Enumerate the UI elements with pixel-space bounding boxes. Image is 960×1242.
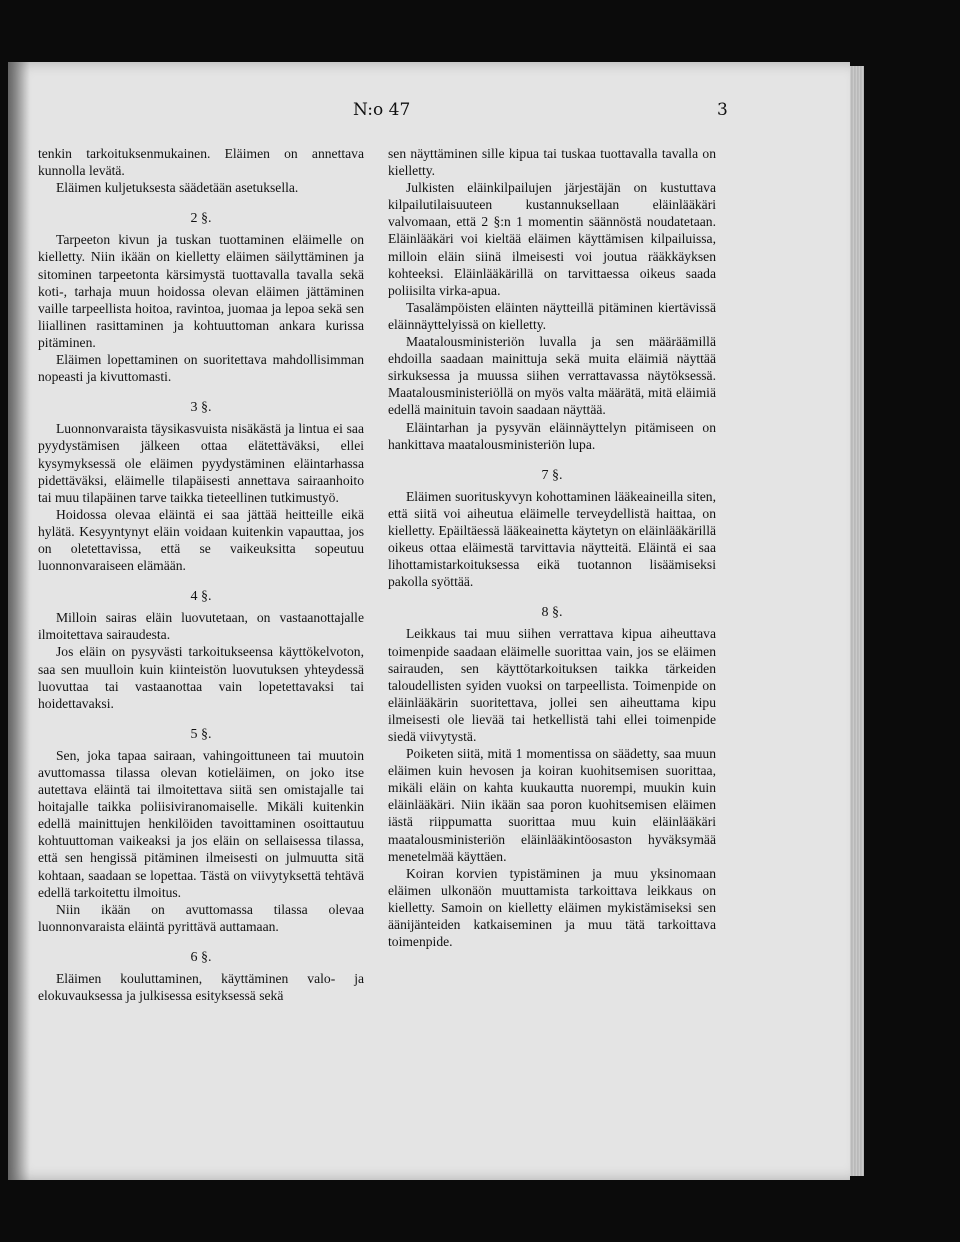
- right-column: [388, 145, 716, 950]
- paragraph: Eläimen kouluttaminen, käyttäminen valo- ja elokuvauksessa ja julkisessa esityksessä sekä: [38, 971, 364, 1004]
- paragraph: tenkin tarkoituksenmukainen. Eläimen on annettava kunnolla levätä.: [38, 146, 364, 179]
- section-heading: 6 §.: [190, 949, 212, 965]
- paragraph: Eläimen lopettaminen on suoritettava mahdollisimman nopeasti ja kivuttomasti.: [38, 352, 364, 385]
- paragraph: Jos eläin on pysyvästi tarkoitukseensa käyttökelvoton, saa sen muulloin kuin kiinteistön luovutuksen yhteydessä luovuttaa tai vastaanottaa vain lopetettavaksi tai hoidettavaksi.: [38, 644, 364, 711]
- paragraph: Julkisten eläinkilpailujen järjestäjän on kustuttava kilpailutilaisuuteen kustannuksellaan eläinlääkäri valvomaan, että 2 §:n 1 momentin säännöstä noudatetaan. Eläinlääkäri voi kieltää eläimen käyttämisen kilpailuissa, milloin eläin siinä ilmeisesti voi joutua rääkkäyksen kohteeksi. Eläinlääkärillä on tarvittaessa oikeus saada poliisilta virka-apua.: [388, 180, 716, 298]
- page-edges: [850, 66, 864, 1176]
- paragraph: Sen, joka tapaa sairaan, vahingoittuneen tai muutoin avuttomassa tilassa olevan kotieläimen, on joko itse autettava eläintä tai ilmoitettava siitä sen omistajalle tai hoitajalle taikka poliisiviranomaiselle. Mikäli kuitenkin edellä mainittujen henkilöiden tavoittaminen osoittautuu kohtuuttoman vaikeaksi ja jos eläin on sellaisessa tilassa, että sen hengissä pitäminen ilmeisesti on julmuutta sitä kohtaan, saadaan se lopettaa. Tästä on viivytyksettä tehtävä edellä tarkoitettu ilmoitus.: [38, 747, 364, 900]
- paragraph: Hoidossa olevaa eläintä ei saa jättää heitteille eikä hylätä. Kesyyntynyt eläin voidaan kuitenkin vapauttaa, jos on oletettavissa, että se vaikeuksitta sopeutuu luonnonvaraiseen elämään.: [38, 506, 364, 574]
- section-heading: 8 §.: [541, 605, 563, 621]
- left-column: [38, 145, 364, 1004]
- section-heading: 7 §.: [541, 467, 563, 483]
- section-heading: 2 §.: [190, 211, 212, 227]
- paragraph: Eläimen suorituskyvyn kohottaminen lääkeaineilla siten, että siitä voi aiheutua eläimelle terveydellistä haittaa, on kielletty. Epäiltäessä lääkeainetta käytetyn on eläinlääkärillä oikeus ottaa eläimestä tarvittavia näytteitä. Eläintä ei saa lihottamistarkoituksessa eikä tuotannon lisäämiseksi pakolla syöttää.: [388, 488, 716, 590]
- paragraph: Milloin sairas eläin luovutetaan, on vastaanottajalle ilmoitettava sairaudesta.: [38, 610, 364, 643]
- paragraph: Leikkaus tai muu siihen verrattava kipua aiheuttava toimenpide saadaan eläimelle suorittaa vain, jos se eläimen sairauden, sen käyttötarkoituksen taikka tärkeiden taloudellisten syiden vuoksi on tarpeellista. Toimenpide on eläinlääkärin suoritettava, jollei sen aiheuttama kipu ilmeisesti ole lievää tai hetkellistä tahi ellei toimenpide siedä viivytystä.: [388, 626, 716, 744]
- paragraph: Tasalämpöisten eläinten näytteillä pitäminen kiertävissä eläinnäyttelyissä on kielletty.: [388, 299, 716, 332]
- paragraph: sen näyttäminen sille kipua tai tuskaa tuottavalla tavalla on kielletty.: [388, 146, 716, 179]
- section-heading: 4 §.: [190, 589, 212, 605]
- paragraph: Niin ikään on avuttomassa tilassa olevaa luonnonvaraista eläintä pyrittävä auttamaan.: [38, 901, 364, 934]
- paragraph: Tarpeeton kivun ja tuskan tuottaminen eläimelle on kielletty. Niin ikään on kielletty eläimen säilyttäminen ja sitominen tarpeetonta kärsimystä tuottavalla tavalla sekä koti-, tarhaja muun hoidossa olevan eläimen jättäminen vaille tarpeellista hoitoa, ravintoa, juomaa ja lepoa sekä sen liiallinen rasittaminen ja kohtuuttoman ankara kurissa pitäminen.: [38, 232, 364, 350]
- spine-shadow: [8, 62, 30, 1180]
- paragraph: Luonnonvaraista täysikasvuista nisäkästä ja lintua ei saa pyydystämisen jälkeen ottaa elätettäväksi, ellei kysymyksessä ole eläimen pyydystäminen eläintarhassa pidettäväksi, eläimelle tilapäisesti annettava sairaanhoito tai muu tilapäinen tarve taikka tieteellinen tutkimustyö.: [38, 421, 364, 505]
- running-header: [8, 100, 850, 124]
- paragraph: Maatalousministeriön luvalla ja sen määräämillä ehdoilla saadaan mainittuja sekä muita eläimiä näyttää sirkuksessa ja muussa siihen verrattavassa näytöksessä. Maatalousministeriöllä on myös valta määrätä, mitä eläimiä edellä mainituin tavoin saadaan näyttää.: [388, 334, 716, 418]
- paragraph: Eläintarhan ja pysyvän eläinnäyttelyn pitämiseen on hankittava maatalousministeriön lupa.: [388, 419, 716, 452]
- paragraph: Koiran korvien typistäminen ja muu yksinomaan eläimen ulkonäön muuttamista tarkoittava leikkaus on kielletty. Samoin on kielletty eläimen mykistämiseksi sen äänijänteiden katkaiseminen ja muu tätä tarkoittava toimenpide.: [388, 865, 716, 950]
- page-number: 3: [717, 100, 728, 120]
- paragraph: Poiketen siitä, mitä 1 momentissa on säädetty, saa muun eläimen kuin hevosen ja koiran kuohitsemisen suorittaa, mikäli eläin on kahta kuukautta nuorempi, muukin kuin eläinlääkäri. Niin ikään saa poron kuohitsemisen eläimen iästä riippumatta suorittaa muu kuin eläinlääkäri maatalousministeriön eläinlääkintöosaston hyväksymää menetelmää käyttäen.: [388, 746, 716, 864]
- running-head: N:o 47: [353, 100, 411, 120]
- section-heading: 5 §.: [190, 726, 212, 742]
- section-heading: 3 §.: [190, 400, 212, 416]
- paragraph: Eläimen kuljetuksesta säädetään asetuksella.: [56, 180, 299, 196]
